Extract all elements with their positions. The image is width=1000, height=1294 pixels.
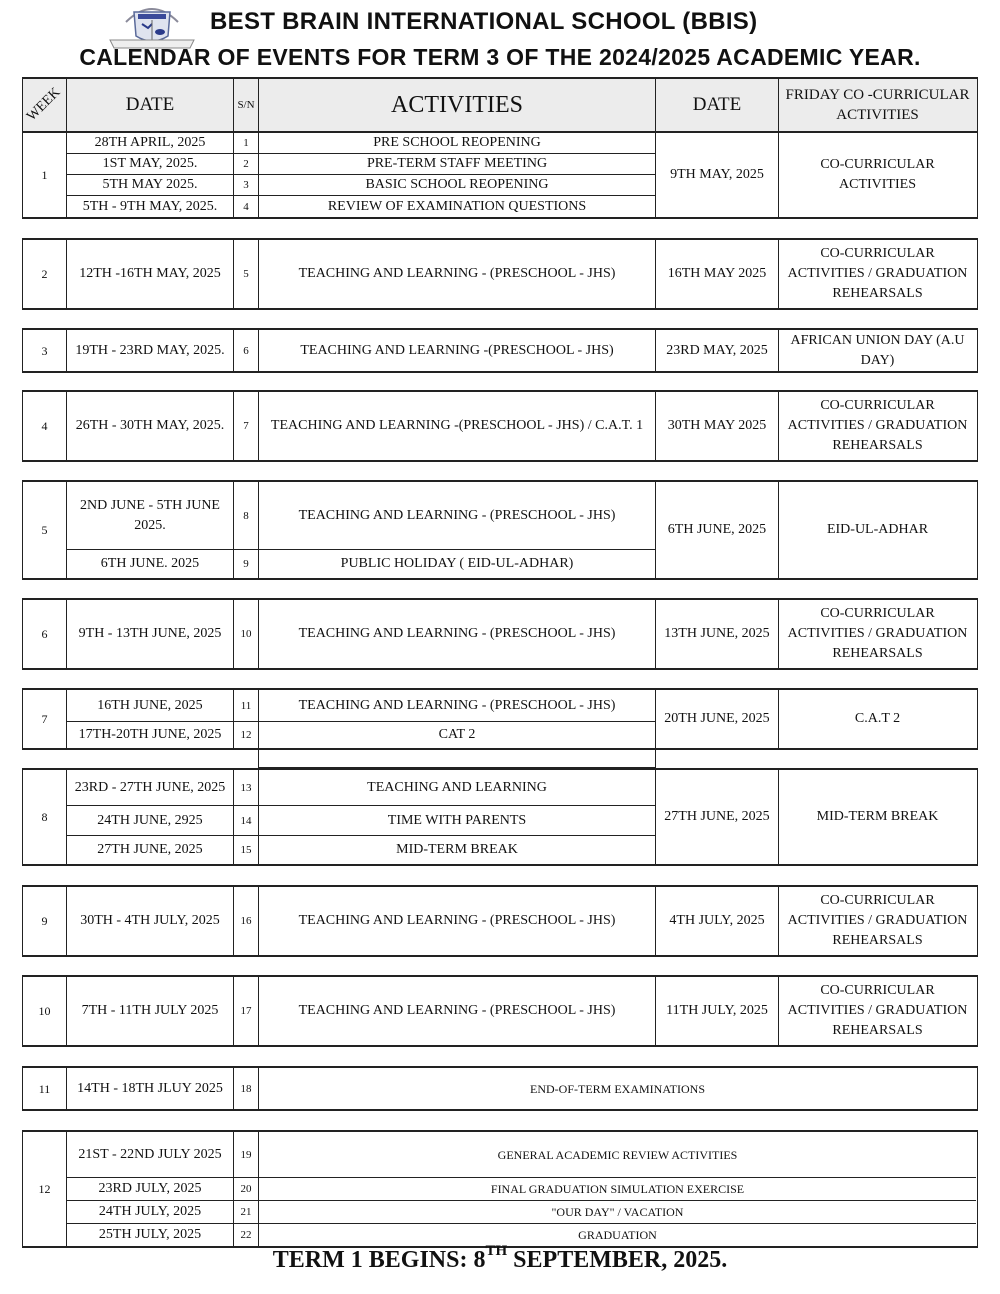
activity: TEACHING AND LEARNING - (PRESCHOOL - JHS) (259, 600, 656, 668)
event-date: 9TH - 13TH JUNE, 2025 (67, 600, 234, 668)
week-number: 8 (23, 770, 67, 864)
school-name: BEST BRAIN INTERNATIONAL SCHOOL (BBIS) (210, 8, 758, 35)
week-number: 5 (23, 482, 67, 578)
serial-number: 22 (234, 1224, 259, 1246)
activity: END-OF-TERM EXAMINATIONS (530, 1081, 705, 1096)
friday-activity: CO-CURRICULAR ACTIVITIES / GRADUATION REHEARSALS (787, 246, 968, 301)
separator-line (655, 746, 656, 768)
activity: TIME WITH PARENTS (259, 806, 656, 836)
serial-number: 9 (234, 550, 259, 578)
serial-number: 20 (234, 1178, 259, 1201)
activity: GENERAL ACADEMIC REVIEW ACTIVITIES (259, 1132, 976, 1178)
event-date: 2ND JUNE - 5TH JUNE 2025. (67, 482, 234, 550)
friday-date: 16TH MAY 2025 (656, 240, 779, 308)
activity: TEACHING AND LEARNING -(PRESCHOOL - JHS) (259, 330, 656, 371)
serial-number: 13 (234, 770, 259, 806)
activity: REVIEW OF EXAMINATION QUESTIONS (259, 196, 656, 217)
activity: TEACHING AND LEARNING -(PRESCHOOL - JHS) / C.A.T. 1 (259, 392, 656, 460)
serial-number: 8 (234, 482, 259, 550)
activity: MID-TERM BREAK (259, 836, 656, 864)
activity: PUBLIC HOLIDAY ( EID-UL-ADHAR) (259, 550, 656, 578)
serial-number: 10 (234, 600, 259, 668)
friday-date: 6TH JUNE, 2025 (656, 482, 779, 578)
week-number: 6 (23, 600, 67, 668)
serial-number: 1 (234, 133, 259, 154)
separator-cell (258, 746, 655, 768)
serial-number: 2 (234, 154, 259, 175)
event-date: 1ST MAY, 2025. (67, 154, 234, 175)
activity: TEACHING AND LEARNING - (PRESCHOOL - JHS) (259, 482, 656, 550)
event-date: 14TH - 18TH JLUY 2025 (67, 1068, 234, 1109)
activity: TEACHING AND LEARNING - (PRESCHOOL - JHS) (259, 887, 656, 955)
event-date: 23RD - 27TH JUNE, 2025 (67, 770, 234, 806)
friday-date: 27TH JUNE, 2025 (656, 770, 779, 864)
week-block (22, 131, 978, 219)
serial-number: 12 (234, 722, 259, 748)
friday-activity: CO-CURRICULAR ACTIVITIES / GRADUATION REHEARSALS (787, 606, 968, 661)
friday-date: 11TH JULY, 2025 (656, 977, 779, 1045)
event-date: 27TH JUNE, 2025 (67, 836, 234, 864)
serial-number: 18 (234, 1068, 259, 1109)
serial-number: 5 (234, 240, 259, 308)
activity: TEACHING AND LEARNING - (PRESCHOOL - JHS) (259, 240, 656, 308)
friday-date: 13TH JUNE, 2025 (656, 600, 779, 668)
friday-activity: C.A.T 2 (854, 711, 901, 726)
event-date: 24TH JULY, 2025 (67, 1201, 234, 1224)
serial-number: 15 (234, 836, 259, 864)
friday-date: 30TH MAY 2025 (656, 392, 779, 460)
week-block (22, 328, 978, 373)
serial-number: 6 (234, 330, 259, 371)
serial-number: 21 (234, 1201, 259, 1224)
serial-number: 14 (234, 806, 259, 836)
header-date: DATE (67, 79, 234, 131)
activity: PRE-TERM STAFF MEETING (259, 154, 656, 175)
friday-activity: EID-UL-ADHAR (826, 522, 929, 537)
friday-activity: CO-CURRICULAR ACTIVITIES / GRADUATION REHEARSALS (787, 398, 968, 453)
serial-number: 11 (234, 690, 259, 722)
activity: BASIC SCHOOL REOPENING (259, 175, 656, 196)
header-week: WEEK (23, 79, 67, 131)
event-date: 24TH JUNE, 2925 (67, 806, 234, 836)
event-date: 5TH MAY 2025. (67, 175, 234, 196)
friday-date: 23RD MAY, 2025 (656, 330, 779, 371)
friday-activity: CO-CURRICULAR ACTIVITIES (820, 157, 935, 192)
serial-number: 4 (234, 196, 259, 217)
event-date: 12TH -16TH MAY, 2025 (67, 240, 234, 308)
event-date: 28TH APRIL, 2025 (67, 133, 234, 154)
week-block (22, 598, 978, 670)
event-date: 21ST - 22ND JULY 2025 (67, 1132, 234, 1178)
event-date: 6TH JUNE. 2025 (67, 550, 234, 578)
header-activities: ACTIVITIES (259, 79, 656, 131)
activity: TEACHING AND LEARNING - (PRESCHOOL - JHS) (259, 690, 656, 722)
serial-number: 7 (234, 392, 259, 460)
serial-number: 3 (234, 175, 259, 196)
week-block (22, 1130, 978, 1248)
week-block (22, 688, 978, 750)
week-block (22, 1066, 978, 1111)
week-number: 11 (23, 1068, 67, 1109)
calendar-title: CALENDAR OF EVENTS FOR TERM 3 OF THE 2024/2025 ACADEMIC YEAR. (79, 44, 921, 70)
week-number: 7 (23, 690, 67, 748)
friday-activity: MID-TERM BREAK (816, 809, 939, 824)
event-date: 23RD JULY, 2025 (67, 1178, 234, 1201)
event-date: 16TH JUNE, 2025 (67, 690, 234, 722)
friday-activity: AFRICAN UNION DAY (A.U DAY) (790, 332, 965, 368)
header-friday-activities: FRIDAY CO -CURRICULAR ACTIVITIES (785, 87, 970, 123)
week-number: 9 (23, 887, 67, 955)
week-number: 12 (23, 1132, 67, 1246)
activity: CAT 2 (259, 722, 656, 748)
event-date: 26TH - 30TH MAY, 2025. (67, 392, 234, 460)
event-date: 17TH-20TH JUNE, 2025 (67, 722, 234, 748)
activity: PRE SCHOOL REOPENING (259, 133, 656, 154)
activity: "OUR DAY" / VACATION (259, 1201, 976, 1224)
term-1-notice: TERM 1 BEGINS: 8TH SEPTEMBER, 2025. (272, 1243, 728, 1273)
week-block (22, 768, 978, 866)
header-sn: S/N (234, 79, 259, 131)
week-block (22, 390, 978, 462)
week-block (22, 480, 978, 580)
activity: FINAL GRADUATION SIMULATION EXERCISE (259, 1178, 976, 1201)
week-block (22, 885, 978, 957)
table-header (22, 77, 978, 133)
friday-date: 20TH JUNE, 2025 (656, 690, 779, 748)
week-number: 2 (23, 240, 67, 308)
activity: TEACHING AND LEARNING (259, 770, 656, 806)
serial-number: 19 (234, 1132, 259, 1178)
event-date: 30TH - 4TH JULY, 2025 (67, 887, 234, 955)
event-date: 5TH - 9TH MAY, 2025. (67, 196, 234, 217)
week-block (22, 238, 978, 310)
event-date: 25TH JULY, 2025 (67, 1224, 234, 1246)
week-number: 1 (23, 133, 67, 217)
activity: TEACHING AND LEARNING - (PRESCHOOL - JHS) (259, 977, 656, 1045)
week-number: 3 (23, 330, 67, 371)
week-block (22, 975, 978, 1047)
week-number: 10 (23, 977, 67, 1045)
event-date: 7TH - 11TH JULY 2025 (67, 977, 234, 1045)
activity: GRADUATION (578, 1228, 657, 1242)
friday-activity: CO-CURRICULAR ACTIVITIES / GRADUATION REHEARSALS (787, 983, 968, 1038)
friday-date: 4TH JULY, 2025 (656, 887, 779, 955)
event-date: 19TH - 23RD MAY, 2025. (67, 330, 234, 371)
school-crest-icon (106, 2, 198, 50)
serial-number: 16 (234, 887, 259, 955)
header-friday-date: DATE (656, 79, 779, 131)
serial-number: 17 (234, 977, 259, 1045)
friday-date: 9TH MAY, 2025 (656, 133, 779, 217)
friday-activity: CO-CURRICULAR ACTIVITIES / GRADUATION REHEARSALS (787, 893, 968, 948)
week-number: 4 (23, 392, 67, 460)
